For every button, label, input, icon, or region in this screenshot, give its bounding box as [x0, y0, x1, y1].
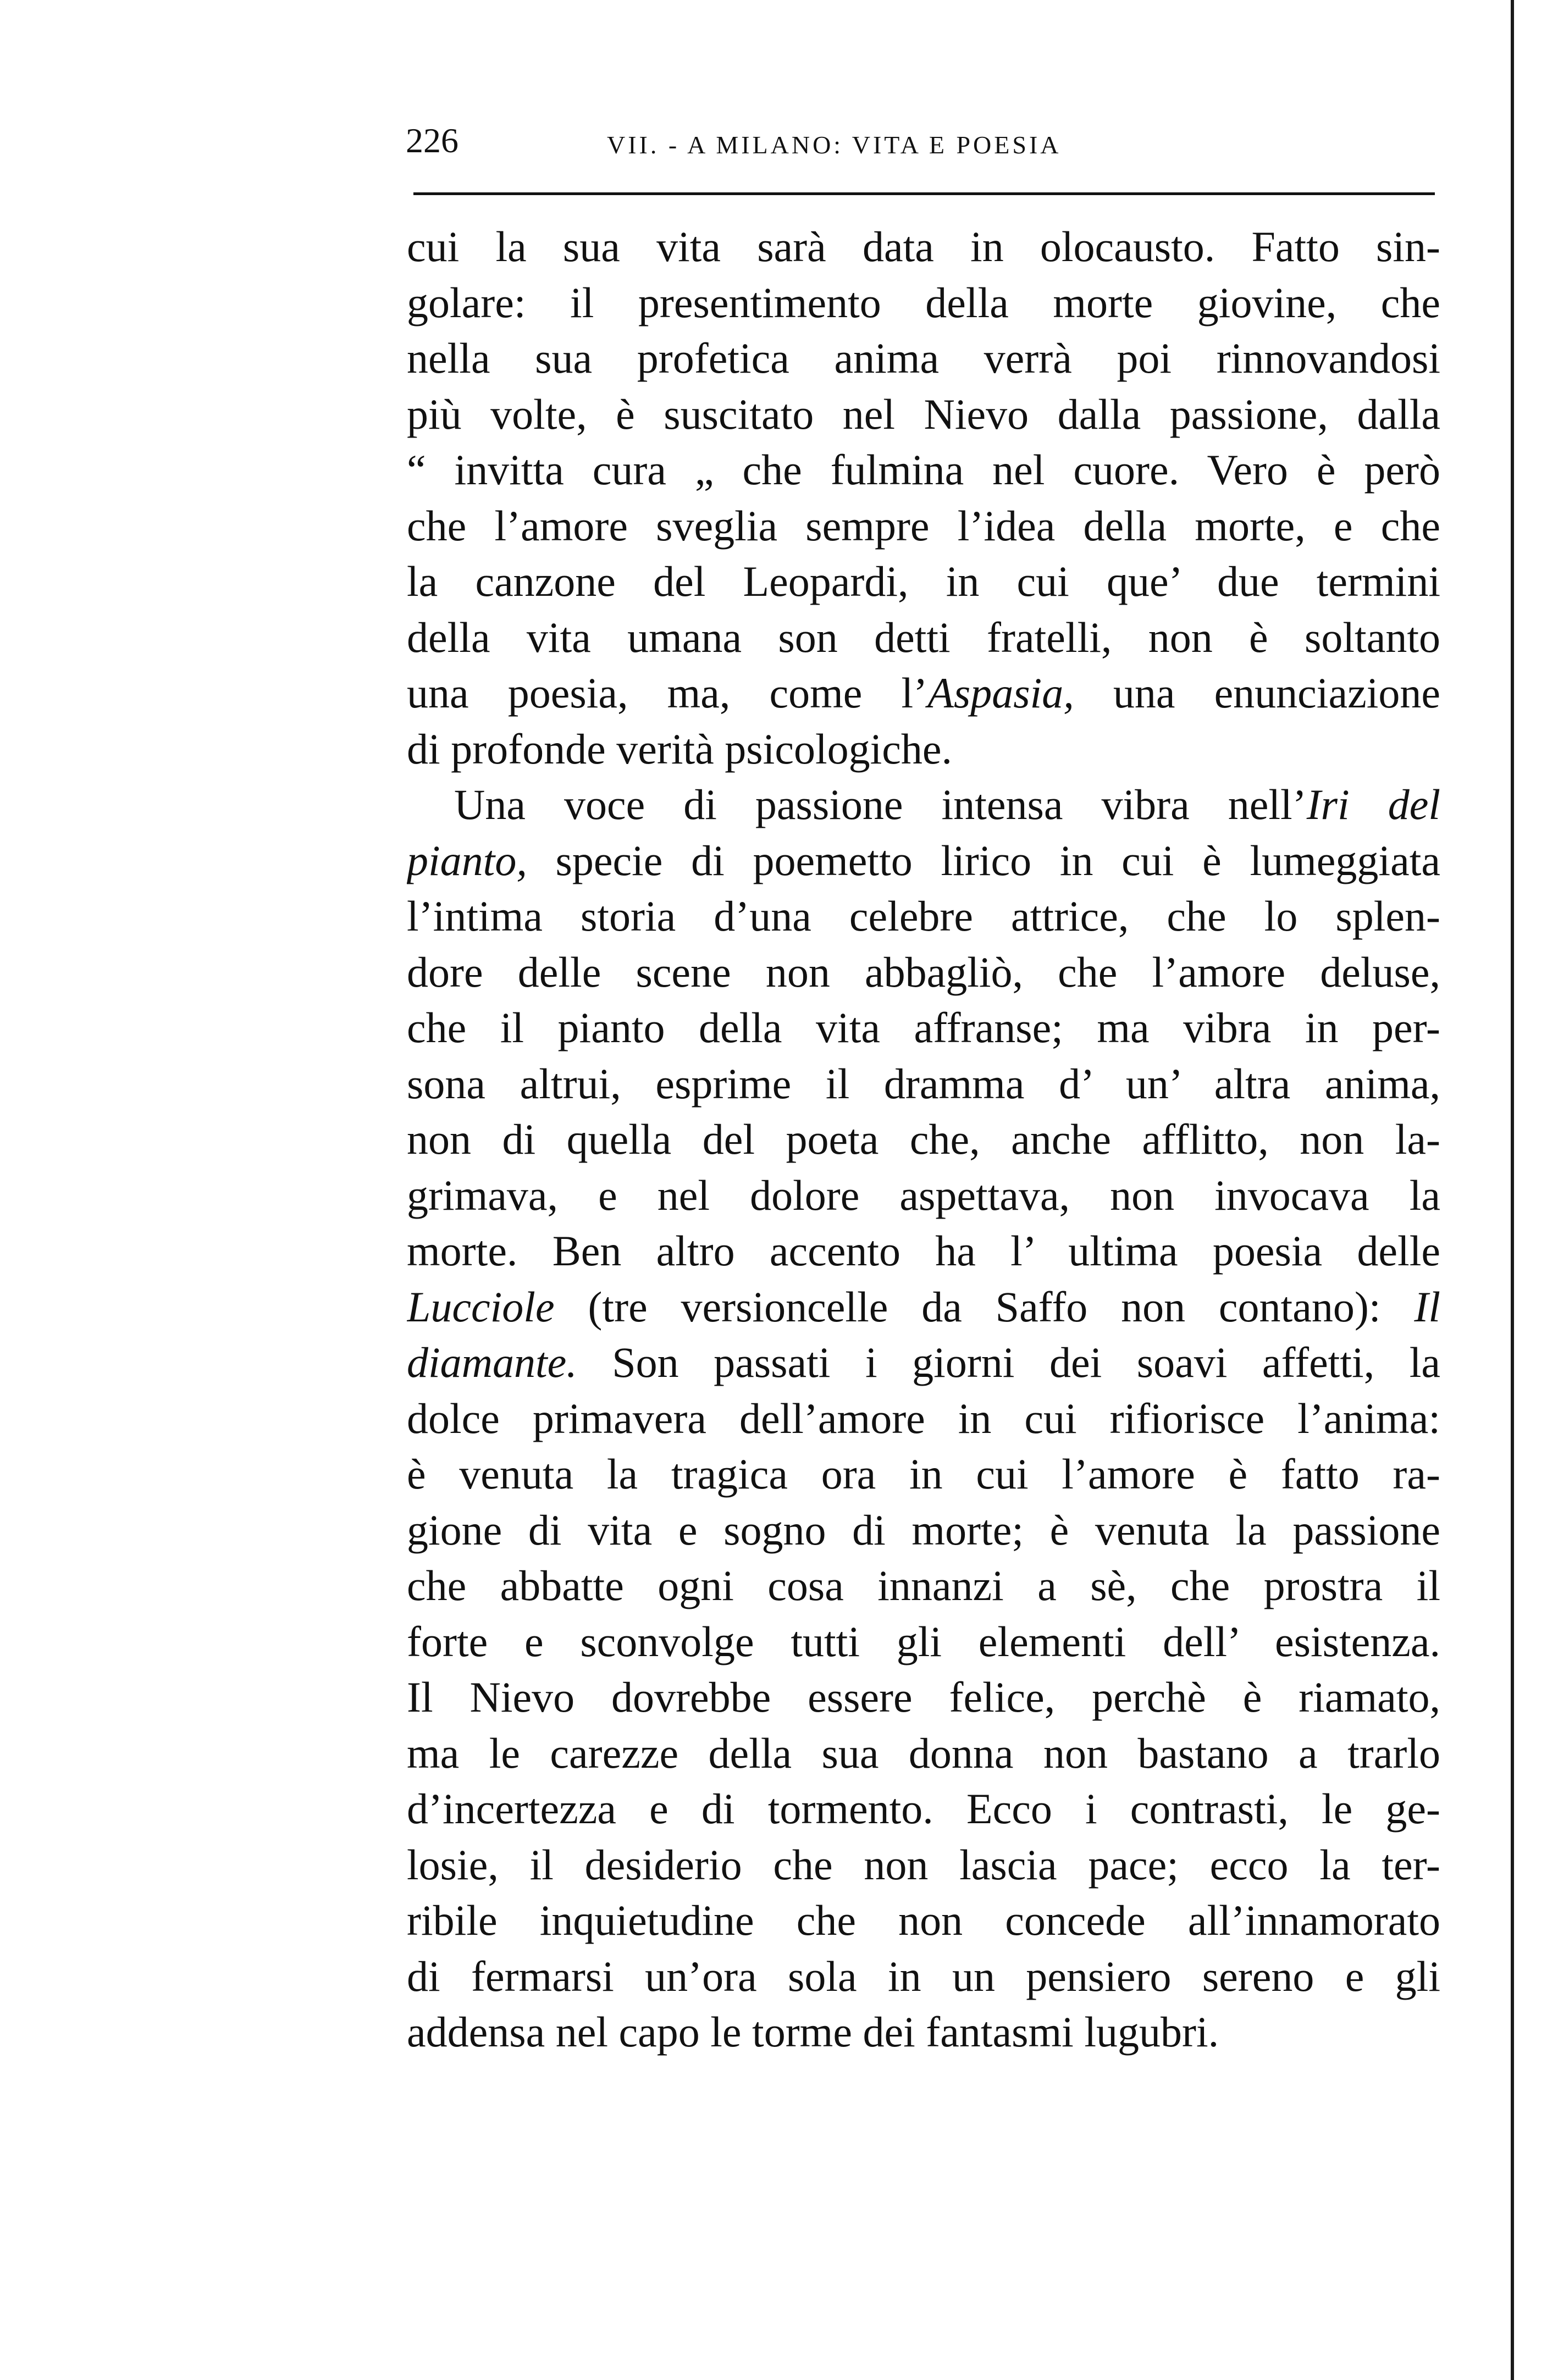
- page-number: 226: [406, 121, 458, 160]
- text-line: [407, 275, 1440, 331]
- text-segment: cui la sua vita sarà data in olocausto. Fatto sin-: [407, 223, 1440, 270]
- text-line: [407, 777, 1440, 833]
- text-segment: Son passati i giorni dei soavi affetti, la: [577, 1338, 1440, 1386]
- text-line: [407, 833, 1440, 889]
- text-line: [407, 944, 1440, 1000]
- running-head: [406, 114, 1437, 167]
- text-line: [407, 610, 1440, 666]
- text-segment: addensa nel capo le torme dei fantasmi lugubri.: [407, 2008, 1219, 2056]
- text-line: [407, 1837, 1440, 1893]
- text-segment: forte e sconvolge tutti gli elementi dell’ esistenza.: [407, 1617, 1440, 1665]
- italic-title-text: diamante.: [407, 1338, 577, 1386]
- text-segment: ribile inquietudine che non concede all’innamorato: [407, 1896, 1440, 1944]
- text-line: [407, 442, 1440, 498]
- text-segment: (tre versioncelle da Saffo non contano):: [554, 1282, 1415, 1331]
- text-line: [407, 1669, 1440, 1725]
- text-line: [407, 1000, 1440, 1056]
- text-segment: la canzone del Leopardi, in cui que’ due termini: [407, 557, 1440, 605]
- text-line: [407, 1614, 1440, 1670]
- header-rule: [413, 192, 1435, 195]
- text-line: [407, 1725, 1440, 1781]
- text-segment: non di quella del poeta che, anche afflitto, non la-: [407, 1115, 1440, 1163]
- text-segment: Una voce di passione intensa vibra nell’: [454, 781, 1307, 828]
- italic-title-text: Aspasia,: [927, 669, 1074, 717]
- text-line: [407, 1558, 1440, 1614]
- text-line: [407, 1056, 1440, 1112]
- text-line: [407, 1223, 1440, 1279]
- text-segment: l’intima storia d’una celebre attrice, che lo splen-: [407, 892, 1440, 940]
- text-segment: nella sua profetica anima verrà poi rinnovandosi: [407, 334, 1440, 382]
- body-text: [407, 219, 1440, 2060]
- text-line: [407, 554, 1440, 610]
- text-segment: dore delle scene non abbagliò, che l’amore deluse,: [407, 948, 1440, 996]
- text-line: [407, 1335, 1440, 1391]
- text-segment: “ invitta cura „ che fulmina nel cuore. Vero è però: [407, 446, 1440, 494]
- text-segment: Il Nievo dovrebbe essere felice, perchè è riamato,: [407, 1673, 1440, 1721]
- text-line: [407, 1391, 1440, 1447]
- text-line: [407, 665, 1440, 721]
- text-line: [407, 1279, 1440, 1335]
- text-line: [407, 888, 1440, 944]
- italic-title-text: Lucciole: [407, 1282, 555, 1331]
- text-line: [407, 386, 1440, 442]
- chapter-title: VII. - A MILANO: VITA E POESIA: [607, 131, 1062, 159]
- text-line: [407, 1949, 1440, 2005]
- text-line: [407, 498, 1440, 554]
- italic-title-text: pianto,: [407, 836, 527, 884]
- text-segment: dolce primavera dell’amore in cui rifiorisce l’anima:: [407, 1394, 1440, 1442]
- text-line: [407, 219, 1440, 275]
- text-segment: che abbatte ogni cosa innanzi a sè, che prostra il: [407, 1562, 1440, 1609]
- text-segment: losie, il desiderio che non lascia pace; ecco la ter-: [407, 1840, 1440, 1889]
- text-segment: di fermarsi un’ora sola in un pensiero sereno e gli: [407, 1952, 1440, 2000]
- text-segment: che il pianto della vita affranse; ma vibra in per-: [407, 1004, 1440, 1051]
- text-line: [407, 1446, 1440, 1502]
- text-segment: grimava, e nel dolore aspettava, non invocava la: [407, 1171, 1440, 1219]
- page-edge-rule: [1511, 0, 1514, 2380]
- text-segment: che l’amore sveglia sempre l’idea della morte, e che: [407, 501, 1440, 550]
- text-segment: della vita umana son detti fratelli, non è soltanto: [407, 613, 1440, 661]
- text-segment: sona altrui, esprime il dramma d’ un’ altra anima,: [407, 1059, 1440, 1108]
- text-segment: morte. Ben altro accento ha l’ ultima poesia delle: [407, 1227, 1440, 1275]
- text-line: [407, 1502, 1440, 1558]
- text-segment: gione di vita e sogno di morte; è venuta la passione: [407, 1506, 1440, 1554]
- text-segment: una poesia, ma, come l’: [407, 669, 928, 717]
- text-line: [407, 721, 1440, 777]
- text-segment: una enunciazione: [1074, 669, 1440, 717]
- italic-title-text: Iri del: [1306, 781, 1440, 828]
- text-segment: golare: il presentimento della morte giovine, che: [407, 278, 1440, 326]
- text-segment: specie di poemetto lirico in cui è lumeggiata: [527, 836, 1440, 884]
- text-line: [407, 1167, 1440, 1224]
- text-line: [407, 1892, 1440, 1949]
- text-line: [407, 1111, 1440, 1167]
- text-segment: di profonde verità psicologiche.: [407, 724, 953, 773]
- text-segment: ma le carezze della sua donna non bastano a trarlo: [407, 1729, 1440, 1777]
- text-line: [407, 2004, 1440, 2060]
- italic-title-text: Il: [1414, 1282, 1440, 1331]
- text-line: [407, 1781, 1440, 1837]
- text-segment: più volte, è suscitato nel Nievo dalla passione, dalla: [407, 390, 1440, 438]
- text-segment: d’incertezza e di tormento. Ecco i contrasti, le ge-: [407, 1785, 1440, 1833]
- text-line: [407, 330, 1440, 386]
- text-segment: è venuta la tragica ora in cui l’amore è fatto ra-: [407, 1450, 1440, 1498]
